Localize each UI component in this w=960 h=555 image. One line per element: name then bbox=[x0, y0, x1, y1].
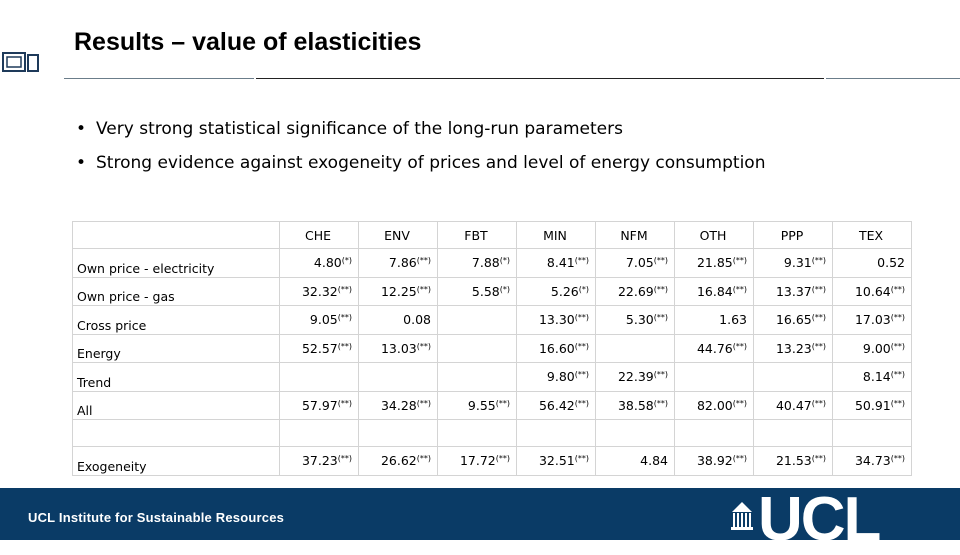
cell-value: 26.62 bbox=[380, 453, 417, 469]
cell-value: 5.26 bbox=[550, 283, 579, 299]
table-cell bbox=[438, 447, 517, 476]
table-cell bbox=[754, 306, 833, 335]
cell-value: 32.32 bbox=[301, 283, 338, 299]
cell-value: 34.28 bbox=[380, 397, 417, 413]
cell-value: 7.05 bbox=[625, 255, 654, 271]
significance-marker: (*) bbox=[499, 284, 510, 294]
significance-marker: (**) bbox=[574, 454, 589, 464]
cell-value: 7.86 bbox=[388, 255, 417, 271]
cell-value: 82.00 bbox=[696, 397, 733, 413]
table-cell bbox=[675, 249, 754, 278]
cell-value: 32.51 bbox=[538, 453, 575, 469]
significance-marker: (**) bbox=[811, 313, 826, 323]
ucl-logo-text: UCL bbox=[758, 485, 880, 554]
cell-value: 16.65 bbox=[775, 312, 812, 328]
cell-value: 16.84 bbox=[696, 283, 733, 299]
significance-marker: (**) bbox=[653, 398, 668, 408]
significance-marker: (**) bbox=[416, 454, 431, 464]
significance-marker: (**) bbox=[732, 454, 747, 464]
table-cell bbox=[675, 277, 754, 306]
cell-value: 13.03 bbox=[380, 340, 417, 356]
table-cell bbox=[280, 391, 359, 420]
significance-marker: (**) bbox=[337, 398, 352, 408]
significance-marker: (**) bbox=[890, 370, 905, 380]
table-cell bbox=[596, 249, 675, 278]
table-cell bbox=[833, 277, 912, 306]
table-row bbox=[73, 447, 912, 476]
significance-marker: (**) bbox=[574, 398, 589, 408]
cell-value: 22.39 bbox=[617, 369, 654, 385]
table-cell bbox=[754, 363, 833, 392]
table-cell bbox=[517, 306, 596, 335]
significance-marker: (**) bbox=[574, 313, 589, 323]
table-cell bbox=[517, 447, 596, 476]
table-cell bbox=[675, 447, 754, 476]
significance-marker: (*) bbox=[499, 256, 510, 266]
table-cell bbox=[754, 391, 833, 420]
cell-value: 38.92 bbox=[696, 453, 733, 469]
title-rule-middle bbox=[256, 78, 824, 79]
row-label: Exogeneity bbox=[73, 447, 280, 476]
column-header: MIN bbox=[517, 222, 596, 249]
table-cell bbox=[596, 391, 675, 420]
table-cell bbox=[359, 447, 438, 476]
spacer-cell bbox=[73, 420, 280, 447]
table-cell bbox=[359, 391, 438, 420]
table-cell bbox=[280, 277, 359, 306]
significance-marker: (**) bbox=[890, 313, 905, 323]
cell-value: 50.91 bbox=[854, 397, 891, 413]
institute-name: UCL Institute for Sustainable Resources bbox=[28, 510, 285, 525]
significance-marker: (**) bbox=[416, 284, 431, 294]
significance-marker: (**) bbox=[495, 454, 510, 464]
footer-bar bbox=[0, 485, 960, 554]
cell-value: 7.88 bbox=[471, 255, 500, 271]
cell-value: 0.08 bbox=[403, 312, 431, 328]
spacer-cell bbox=[754, 420, 833, 447]
table-cell bbox=[596, 277, 675, 306]
table-cell bbox=[280, 249, 359, 278]
significance-marker: (**) bbox=[416, 256, 431, 266]
significance-marker: (**) bbox=[337, 284, 352, 294]
title-rule-left bbox=[64, 78, 254, 79]
elasticities-table bbox=[72, 221, 912, 476]
cell-value: 12.25 bbox=[380, 283, 417, 299]
column-header: OTH bbox=[675, 222, 754, 249]
bullet-list bbox=[76, 115, 765, 183]
bullet-icon: • bbox=[76, 119, 87, 139]
significance-marker: (**) bbox=[574, 370, 589, 380]
header-empty bbox=[73, 222, 280, 249]
significance-marker: (**) bbox=[811, 454, 826, 464]
table-cell bbox=[359, 334, 438, 363]
table-cell bbox=[359, 249, 438, 278]
slide-title: Results – value of elasticities bbox=[74, 28, 422, 56]
table-row bbox=[73, 306, 912, 335]
table-row bbox=[73, 391, 912, 420]
cell-value: 17.03 bbox=[854, 312, 891, 328]
table-cell bbox=[833, 334, 912, 363]
cell-value: 9.55 bbox=[467, 397, 496, 413]
cell-value: 0.52 bbox=[877, 255, 905, 271]
spacer-cell bbox=[280, 420, 359, 447]
table-cell bbox=[754, 277, 833, 306]
table-cell bbox=[280, 306, 359, 335]
table-cell bbox=[438, 277, 517, 306]
significance-marker: (**) bbox=[337, 341, 352, 351]
cell-value: 10.64 bbox=[854, 283, 891, 299]
column-header: CHE bbox=[280, 222, 359, 249]
bullet-icon: • bbox=[76, 153, 87, 173]
cell-value: 16.60 bbox=[538, 340, 575, 356]
table-cell bbox=[596, 447, 675, 476]
cell-value: 13.30 bbox=[538, 312, 575, 328]
significance-marker: (*) bbox=[578, 284, 589, 294]
table-cell bbox=[438, 334, 517, 363]
cell-value: 13.37 bbox=[775, 283, 812, 299]
cell-value: 9.80 bbox=[546, 369, 575, 385]
cell-value: 13.23 bbox=[775, 340, 812, 356]
significance-marker: (**) bbox=[732, 284, 747, 294]
cell-value: 40.47 bbox=[775, 397, 812, 413]
bullet-item bbox=[76, 115, 765, 149]
table-cell bbox=[833, 363, 912, 392]
significance-marker: (**) bbox=[890, 341, 905, 351]
cell-value: 8.41 bbox=[546, 255, 575, 271]
table-cell bbox=[596, 306, 675, 335]
significance-marker: (*) bbox=[341, 256, 352, 266]
table-cell bbox=[833, 249, 912, 278]
cell-value: 9.00 bbox=[862, 340, 891, 356]
column-header: ENV bbox=[359, 222, 438, 249]
significance-marker: (**) bbox=[574, 256, 589, 266]
table-cell bbox=[280, 447, 359, 476]
significance-marker: (**) bbox=[653, 256, 668, 266]
significance-marker: (**) bbox=[337, 313, 352, 323]
cell-value: 21.85 bbox=[696, 255, 733, 271]
cell-value: 52.57 bbox=[301, 340, 338, 356]
cell-value: 37.23 bbox=[301, 453, 338, 469]
significance-marker: (**) bbox=[890, 284, 905, 294]
portico-icon bbox=[730, 496, 754, 540]
cell-value: 5.58 bbox=[471, 283, 500, 299]
spacer-cell bbox=[596, 420, 675, 447]
table-cell bbox=[517, 391, 596, 420]
bullet-item bbox=[76, 149, 765, 183]
significance-marker: (**) bbox=[416, 398, 431, 408]
significance-marker: (**) bbox=[890, 398, 905, 408]
spacer-cell bbox=[675, 420, 754, 447]
significance-marker: (**) bbox=[653, 370, 668, 380]
significance-marker: (**) bbox=[811, 256, 826, 266]
title-rule-right bbox=[826, 78, 960, 79]
table-cell bbox=[438, 363, 517, 392]
row-label: All bbox=[73, 391, 280, 420]
table-cell bbox=[754, 249, 833, 278]
table-cell bbox=[359, 363, 438, 392]
table-row bbox=[73, 249, 912, 278]
significance-marker: (**) bbox=[890, 454, 905, 464]
significance-marker: (**) bbox=[811, 284, 826, 294]
row-label: Own price - gas bbox=[73, 277, 280, 306]
significance-marker: (**) bbox=[732, 398, 747, 408]
significance-marker: (**) bbox=[811, 398, 826, 408]
cell-value: 34.73 bbox=[854, 453, 891, 469]
cell-value: 56.42 bbox=[538, 397, 575, 413]
cell-value: 17.72 bbox=[459, 453, 496, 469]
significance-marker: (**) bbox=[653, 284, 668, 294]
cell-value: 9.05 bbox=[309, 312, 338, 328]
significance-marker: (**) bbox=[495, 398, 510, 408]
row-label: Own price - electricity bbox=[73, 249, 280, 278]
cell-value: 8.14 bbox=[862, 369, 891, 385]
table-cell bbox=[754, 334, 833, 363]
cell-value: 1.63 bbox=[719, 312, 747, 328]
cell-value: 22.69 bbox=[617, 283, 654, 299]
table-cell bbox=[438, 391, 517, 420]
table-row bbox=[73, 334, 912, 363]
significance-marker: (**) bbox=[811, 341, 826, 351]
table-cell bbox=[596, 363, 675, 392]
significance-marker: (**) bbox=[653, 313, 668, 323]
cell-value: 4.80 bbox=[313, 255, 342, 271]
table-cell bbox=[517, 334, 596, 363]
table-cell bbox=[280, 363, 359, 392]
table-cell bbox=[280, 334, 359, 363]
spacer-cell bbox=[517, 420, 596, 447]
table-cell bbox=[596, 334, 675, 363]
cell-value: 21.53 bbox=[775, 453, 812, 469]
cell-value: 9.31 bbox=[783, 255, 812, 271]
table-cell bbox=[833, 391, 912, 420]
table-cell bbox=[517, 363, 596, 392]
table-cell bbox=[754, 447, 833, 476]
column-header: PPP bbox=[754, 222, 833, 249]
table-header-row bbox=[73, 222, 912, 249]
table-cell bbox=[833, 306, 912, 335]
table-cell bbox=[517, 277, 596, 306]
table-cell bbox=[438, 306, 517, 335]
column-header: FBT bbox=[438, 222, 517, 249]
table-row bbox=[73, 363, 912, 392]
significance-marker: (**) bbox=[416, 341, 431, 351]
cell-value: 57.97 bbox=[301, 397, 338, 413]
column-header: TEX bbox=[833, 222, 912, 249]
significance-marker: (**) bbox=[732, 256, 747, 266]
table-cell bbox=[833, 447, 912, 476]
table-cell bbox=[675, 306, 754, 335]
table-cell bbox=[359, 306, 438, 335]
table-cell bbox=[675, 363, 754, 392]
row-label: Trend bbox=[73, 363, 280, 392]
table-cell bbox=[675, 334, 754, 363]
table-cell bbox=[517, 249, 596, 278]
table-row bbox=[73, 277, 912, 306]
cell-value: 5.30 bbox=[625, 312, 654, 328]
row-label: Cross price bbox=[73, 306, 280, 335]
spacer-cell bbox=[833, 420, 912, 447]
table-cell bbox=[438, 249, 517, 278]
table-cell bbox=[675, 391, 754, 420]
bullet-text: Strong evidence against exogeneity of prices and level of energy consumption bbox=[96, 153, 766, 173]
significance-marker: (**) bbox=[574, 341, 589, 351]
spacer-row bbox=[73, 420, 912, 447]
row-label: Energy bbox=[73, 334, 280, 363]
cell-value: 44.76 bbox=[696, 340, 733, 356]
spacer-cell bbox=[359, 420, 438, 447]
slide-corner-icon bbox=[2, 50, 40, 76]
spacer-cell bbox=[438, 420, 517, 447]
significance-marker: (**) bbox=[732, 341, 747, 351]
significance-marker: (**) bbox=[337, 454, 352, 464]
column-header: NFM bbox=[596, 222, 675, 249]
table-cell bbox=[359, 277, 438, 306]
cell-value: 38.58 bbox=[617, 397, 654, 413]
bullet-text: Very strong statistical significance of the long-run parameters bbox=[96, 119, 623, 139]
cell-value: 4.84 bbox=[640, 453, 668, 469]
